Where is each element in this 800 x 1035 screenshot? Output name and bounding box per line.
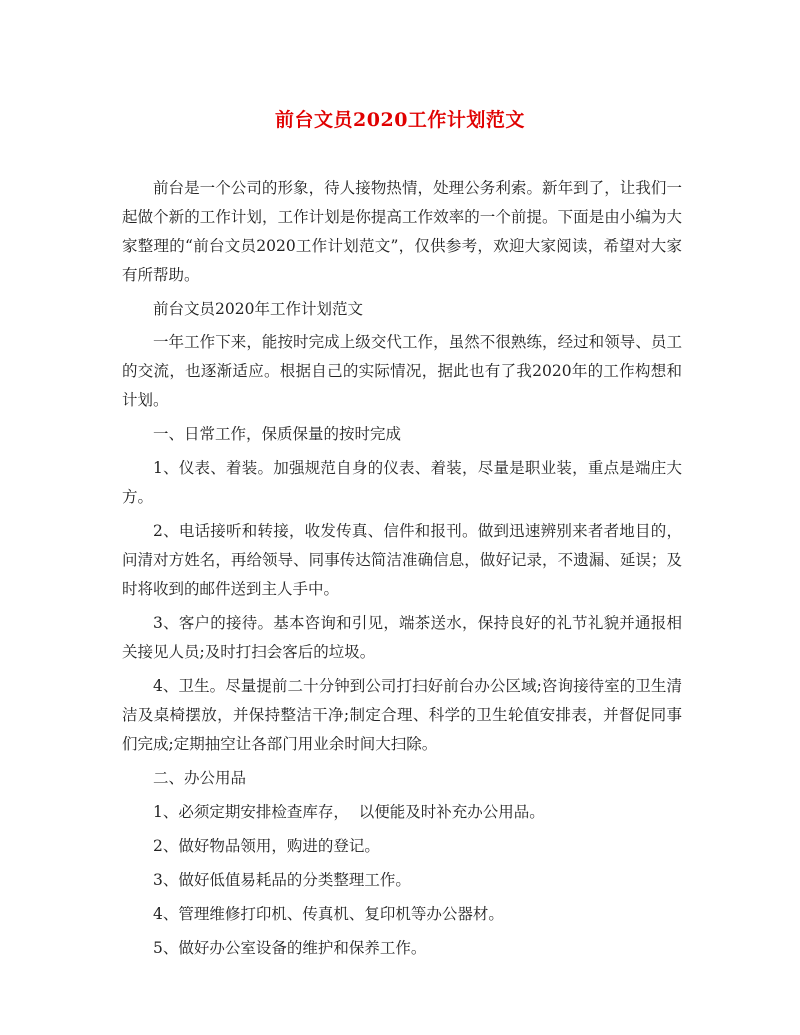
item-phone: 2、电话接听和转接，收发传真、信件和报刊。做到迅速辨别来者者地目的，问清对方姓名，再给领导、同事传达简洁准确信息，做好记录，不遗漏、延误；及时将收到的邮件送到主人手中。	[122, 522, 682, 598]
item-appearance: 1、仪表、着装。加强规范自身的仪表、着装，尽量是职业装，重点是端庄大方。	[122, 459, 682, 506]
item-hygiene: 4、卫生。尽量提前二十分钟到公司打扫好前台办公区域;咨询接待室的卫生清洁及桌椅摆放，并保持整洁干净;制定合理、科学的卫生轮值安排表，并督促同事们完成;定期抽空让各部门用业余时间大扫除。	[122, 677, 682, 753]
item-reception: 3、客户的接待。基本咨询和引见，端茶送水，保持良好的礼节礼貌并通报相关接见人员;及时打扫会客后的垃圾。	[122, 614, 682, 661]
document-body	[122, 174, 682, 968]
document-title: 前台文员2020工作计划范文	[275, 109, 525, 131]
heading-office-supplies: 二、办公用品	[153, 769, 247, 787]
item-consumables: 3、做好低值易耗品的分类整理工作。	[153, 871, 411, 889]
intro-paragraph: 前台是一个公司的形象，待人接物热情，处理公务利索。新年到了，让我们一起做个新的工作计划，工作计划是你提高工作效率的一个前提。下面是由小编为大家整理的“前台文员2020工作计划范文”，仅供参考，欢迎大家阅读，希望对大家有所帮助。	[122, 179, 682, 284]
item-registration: 2、做好物品领用，购进的登记。	[153, 837, 380, 855]
item-maintenance: 5、做好办公室设备的维护和保养工作。	[153, 939, 427, 957]
item-equipment: 4、管理维修打印机、传真机、复印机等办公器材。	[153, 905, 504, 923]
section-heading: 前台文员2020年工作计划范文	[153, 300, 363, 318]
heading-daily-work: 一、日常工作，保质保量的按时完成	[153, 425, 402, 443]
item-inventory: 1、必须定期安排检查库存， 以便能及时补充办公用品。	[153, 803, 545, 821]
summary-paragraph: 一年工作下来，能按时完成上级交代工作，虽然不很熟练，经过和领导、员工的交流，也逐渐适应。根据自己的实际情况，据此也有了我2020年的工作构想和计划。	[122, 333, 682, 409]
